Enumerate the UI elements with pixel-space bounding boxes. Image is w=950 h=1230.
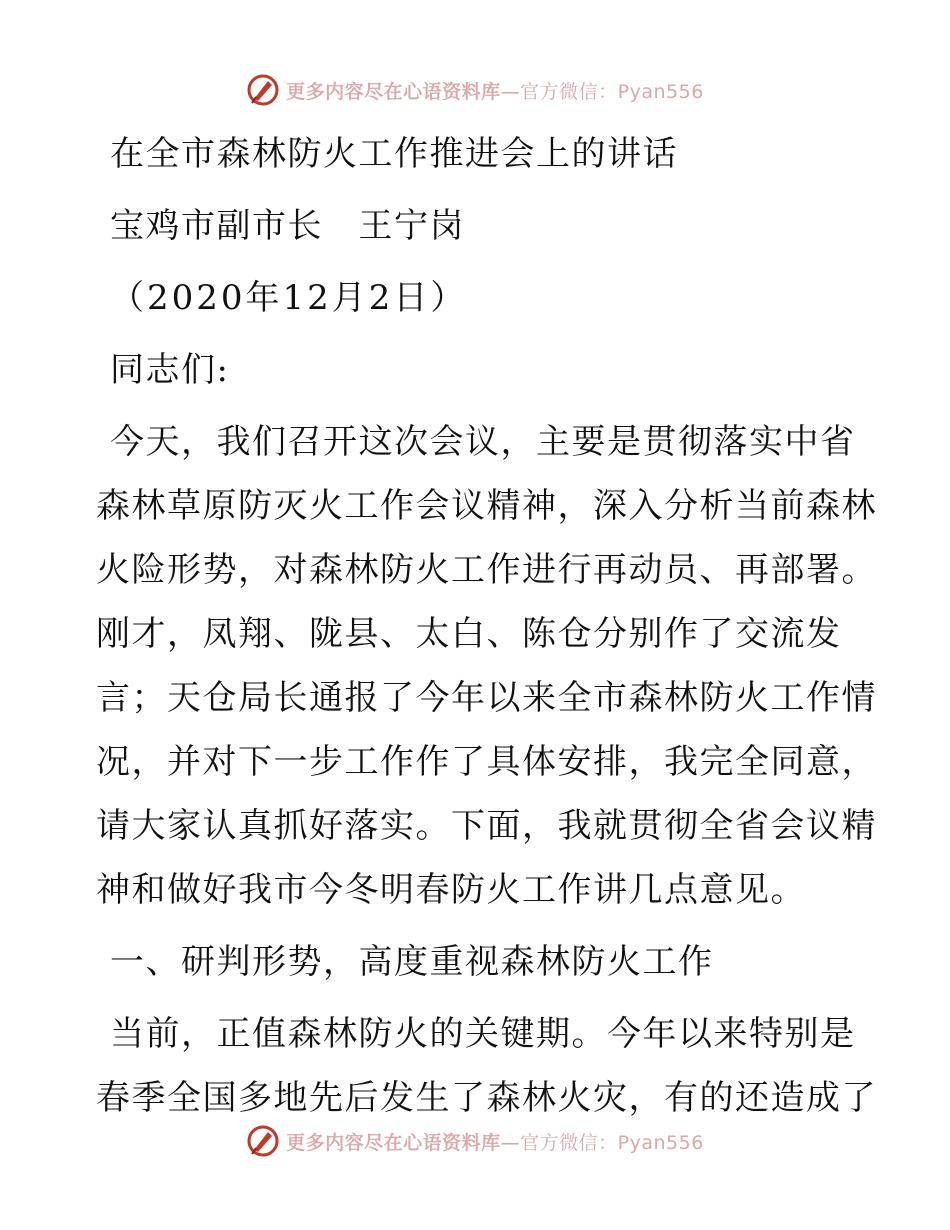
paragraph-1-line: 神和做好我市今冬明春防火工作讲几点意见。 bbox=[96, 870, 806, 910]
quill-logo-icon bbox=[246, 73, 280, 107]
section-1-heading: 一、研判形势，高度重视森林防火工作 bbox=[110, 942, 714, 982]
header-watermark-text bbox=[286, 77, 704, 104]
paragraph-1-line: 况，并对下一步工作作了具体安排，我完全同意， bbox=[96, 742, 877, 782]
header-watermark-slogan: 更多内容尽在心语资料库 bbox=[286, 80, 501, 103]
paragraph-1-line: 请大家认真抓好落实。下面，我就贯彻全省会议精 bbox=[96, 806, 877, 846]
quill-logo-icon bbox=[246, 1124, 280, 1158]
header-watermark-wechat: 官方微信：Pyan556 bbox=[520, 80, 704, 103]
paragraph-1-line: 森林草原防灭火工作会议精神，深入分析当前森林 bbox=[96, 486, 877, 526]
paragraph-2 bbox=[96, 1002, 877, 1130]
paragraph-1 bbox=[96, 410, 877, 922]
document-title: 在全市森林防火工作推进会上的讲话 bbox=[110, 134, 678, 174]
footer-watermark-slogan: 更多内容尽在心语资料库 bbox=[286, 1131, 501, 1154]
footer-watermark-wechat: 官方微信：Pyan556 bbox=[520, 1131, 704, 1154]
footer-watermark-text bbox=[286, 1128, 704, 1155]
paragraph-1-line: 今天，我们召开这次会议，主要是贯彻落实中省 bbox=[110, 422, 856, 462]
header-watermark-inner bbox=[246, 73, 704, 107]
document-body bbox=[96, 122, 877, 1130]
paragraph-1-line: 言；天仓局长通报了今年以来全市森林防火工作情 bbox=[96, 678, 877, 718]
header-watermark-separator: — bbox=[500, 80, 521, 103]
speaker-line: 宝鸡市副市长 王宁岗 bbox=[110, 206, 465, 246]
footer-watermark-banner bbox=[0, 1121, 950, 1161]
paragraph-1-line: 刚才，凤翔、陇县、太白、陈仓分别作了交流发 bbox=[96, 614, 842, 654]
paragraph-1-line: 火险形势，对森林防火工作进行再动员、再部署。 bbox=[96, 550, 877, 590]
date-line: （2020年12月2日） bbox=[110, 278, 468, 318]
footer-watermark-separator: — bbox=[500, 1131, 521, 1154]
paragraph-2-line: 春季全国多地先后发生了森林火灾，有的还造成了 bbox=[96, 1078, 877, 1118]
footer-watermark-inner bbox=[246, 1124, 704, 1158]
salutation: 同志们: bbox=[110, 350, 230, 390]
header-watermark-banner bbox=[0, 70, 950, 110]
paragraph-2-line: 当前，正值森林防火的关键期。今年以来特别是 bbox=[110, 1014, 856, 1054]
